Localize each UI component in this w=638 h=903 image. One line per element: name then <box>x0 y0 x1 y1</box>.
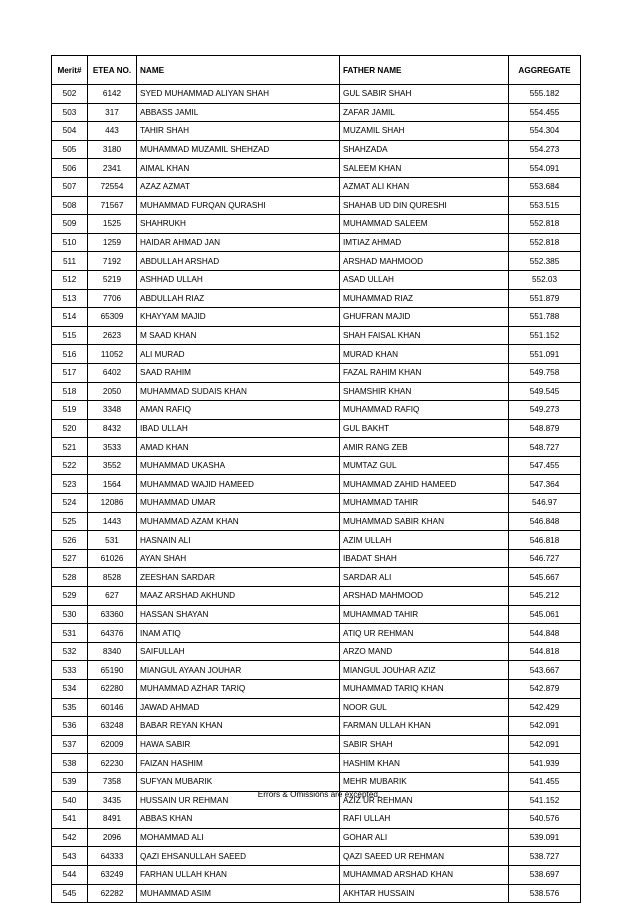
cell-merit: 542 <box>52 828 88 847</box>
cell-etea-no: 8432 <box>88 419 137 438</box>
table-row <box>52 85 581 104</box>
cell-name: SAIFULLAH <box>137 642 340 661</box>
cell-aggregate: 551.091 <box>509 345 581 364</box>
table-row <box>52 438 581 457</box>
cell-etea-no: 3180 <box>88 140 137 159</box>
table-row <box>52 884 581 903</box>
cell-aggregate: 547.364 <box>509 475 581 494</box>
cell-father-name: ARZO MAND <box>340 642 509 661</box>
cell-etea-no: 71567 <box>88 196 137 215</box>
cell-father-name: ASAD ULLAH <box>340 270 509 289</box>
table-row <box>52 661 581 680</box>
table-row <box>52 103 581 122</box>
cell-etea-no: 8528 <box>88 568 137 587</box>
cell-name: SUFYAN MUBARIK <box>137 772 340 791</box>
cell-father-name: IMTIAZ AHMAD <box>340 233 509 252</box>
cell-aggregate: 546.848 <box>509 512 581 531</box>
cell-father-name: MEHR MUBARIK <box>340 772 509 791</box>
cell-merit: 526 <box>52 531 88 550</box>
cell-aggregate: 541.152 <box>509 791 581 810</box>
cell-father-name: HASHIM KHAN <box>340 754 509 773</box>
cell-father-name: ARSHAD MAHMOOD <box>340 252 509 271</box>
cell-etea-no: 1259 <box>88 233 137 252</box>
table-row <box>52 270 581 289</box>
cell-merit: 515 <box>52 326 88 345</box>
cell-etea-no: 6402 <box>88 363 137 382</box>
cell-name: AMAD KHAN <box>137 438 340 457</box>
cell-father-name: RAFI ULLAH <box>340 810 509 829</box>
cell-father-name: MUHAMMAD SALEEM <box>340 215 509 234</box>
table-row <box>52 233 581 252</box>
table-row <box>52 382 581 401</box>
cell-etea-no: 62009 <box>88 735 137 754</box>
cell-merit: 523 <box>52 475 88 494</box>
header-merit: Merit# <box>52 56 88 85</box>
cell-aggregate: 546.97 <box>509 494 581 513</box>
table-row <box>52 475 581 494</box>
cell-name: MUHAMMAD AZHAR TARIQ <box>137 680 340 699</box>
cell-etea-no: 5219 <box>88 270 137 289</box>
cell-father-name: SHAHAB UD DIN QURESHI <box>340 196 509 215</box>
cell-name: MAAZ ARSHAD AKHUND <box>137 587 340 606</box>
cell-name: MUHAMMAD UKASHA <box>137 456 340 475</box>
cell-aggregate: 548.727 <box>509 438 581 457</box>
cell-merit: 511 <box>52 252 88 271</box>
header-aggregate: AGGREGATE <box>509 56 581 85</box>
cell-name: ABBAS KHAN <box>137 810 340 829</box>
cell-etea-no: 65190 <box>88 661 137 680</box>
cell-father-name: MUHAMMAD ARSHAD KHAN <box>340 865 509 884</box>
cell-etea-no: 65309 <box>88 308 137 327</box>
cell-merit: 508 <box>52 196 88 215</box>
cell-etea-no: 72554 <box>88 177 137 196</box>
cell-etea-no: 11052 <box>88 345 137 364</box>
cell-merit: 525 <box>52 512 88 531</box>
cell-aggregate: 554.091 <box>509 159 581 178</box>
cell-aggregate: 545.061 <box>509 605 581 624</box>
cell-merit: 531 <box>52 624 88 643</box>
cell-father-name: FAZAL RAHIM KHAN <box>340 363 509 382</box>
cell-etea-no: 62280 <box>88 680 137 699</box>
cell-merit: 509 <box>52 215 88 234</box>
table-row <box>52 159 581 178</box>
cell-father-name: SHAHZADA <box>340 140 509 159</box>
cell-aggregate: 545.212 <box>509 587 581 606</box>
cell-aggregate: 555.182 <box>509 85 581 104</box>
cell-merit: 544 <box>52 865 88 884</box>
cell-name: MUHAMMAD MUZAMIL SHEHZAD <box>137 140 340 159</box>
table-header-row <box>52 56 581 85</box>
cell-merit: 512 <box>52 270 88 289</box>
cell-aggregate: 544.848 <box>509 624 581 643</box>
cell-aggregate: 552.385 <box>509 252 581 271</box>
cell-merit: 543 <box>52 847 88 866</box>
cell-merit: 538 <box>52 754 88 773</box>
cell-etea-no: 7192 <box>88 252 137 271</box>
cell-etea-no: 64333 <box>88 847 137 866</box>
cell-aggregate: 543.667 <box>509 661 581 680</box>
cell-aggregate: 549.545 <box>509 382 581 401</box>
cell-etea-no: 443 <box>88 122 137 141</box>
cell-merit: 517 <box>52 363 88 382</box>
cell-father-name: MUHAMMAD SABIR KHAN <box>340 512 509 531</box>
cell-name: TAHIR SHAH <box>137 122 340 141</box>
cell-aggregate: 552.818 <box>509 215 581 234</box>
cell-etea-no: 6142 <box>88 85 137 104</box>
cell-aggregate: 551.788 <box>509 308 581 327</box>
cell-father-name: GOHAR ALI <box>340 828 509 847</box>
cell-aggregate: 552.818 <box>509 233 581 252</box>
cell-aggregate: 541.455 <box>509 772 581 791</box>
cell-merit: 502 <box>52 85 88 104</box>
cell-merit: 545 <box>52 884 88 903</box>
cell-merit: 536 <box>52 717 88 736</box>
cell-name: KHAYYAM MAJID <box>137 308 340 327</box>
cell-aggregate: 546.727 <box>509 549 581 568</box>
cell-name: FAIZAN HASHIM <box>137 754 340 773</box>
cell-aggregate: 540.576 <box>509 810 581 829</box>
cell-aggregate: 542.091 <box>509 717 581 736</box>
table-row <box>52 698 581 717</box>
cell-etea-no: 1443 <box>88 512 137 531</box>
cell-name: AMAN RAFIQ <box>137 401 340 420</box>
cell-name: MIANGUL AYAAN JOUHAR <box>137 661 340 680</box>
cell-merit: 505 <box>52 140 88 159</box>
cell-aggregate: 554.273 <box>509 140 581 159</box>
table-row <box>52 419 581 438</box>
cell-merit: 530 <box>52 605 88 624</box>
table-row <box>52 754 581 773</box>
cell-aggregate: 549.273 <box>509 401 581 420</box>
merit-list-table <box>51 55 581 903</box>
cell-name: HUSSAIN UR REHMAN <box>137 791 340 810</box>
cell-etea-no: 62230 <box>88 754 137 773</box>
cell-aggregate: 545.667 <box>509 568 581 587</box>
cell-aggregate: 541.939 <box>509 754 581 773</box>
table-row <box>52 512 581 531</box>
table-row <box>52 865 581 884</box>
cell-name: AZAZ AZMAT <box>137 177 340 196</box>
cell-merit: 516 <box>52 345 88 364</box>
cell-merit: 521 <box>52 438 88 457</box>
cell-etea-no: 7706 <box>88 289 137 308</box>
cell-father-name: FARMAN ULLAH KHAN <box>340 717 509 736</box>
cell-father-name: SALEEM KHAN <box>340 159 509 178</box>
cell-etea-no: 3348 <box>88 401 137 420</box>
cell-etea-no: 63360 <box>88 605 137 624</box>
cell-aggregate: 539.091 <box>509 828 581 847</box>
cell-name: ASHHAD ULLAH <box>137 270 340 289</box>
table-row <box>52 680 581 699</box>
cell-name: MUHAMMAD SUDAIS KHAN <box>137 382 340 401</box>
cell-name: JAWAD AHMAD <box>137 698 340 717</box>
cell-name: HASNAIN ALI <box>137 531 340 550</box>
table-row <box>52 624 581 643</box>
cell-etea-no: 2341 <box>88 159 137 178</box>
cell-father-name: AZIM ULLAH <box>340 531 509 550</box>
cell-name: HASSAN SHAYAN <box>137 605 340 624</box>
cell-father-name: SABIR SHAH <box>340 735 509 754</box>
cell-etea-no: 627 <box>88 587 137 606</box>
table-row <box>52 587 581 606</box>
cell-father-name: ATIQ UR REHMAN <box>340 624 509 643</box>
table-row <box>52 605 581 624</box>
cell-merit: 510 <box>52 233 88 252</box>
table-row <box>52 531 581 550</box>
cell-aggregate: 553.515 <box>509 196 581 215</box>
cell-name: FARHAN ULLAH KHAN <box>137 865 340 884</box>
cell-aggregate: 554.304 <box>509 122 581 141</box>
cell-etea-no: 63249 <box>88 865 137 884</box>
cell-aggregate: 538.576 <box>509 884 581 903</box>
cell-father-name: NOOR GUL <box>340 698 509 717</box>
cell-father-name: MIANGUL JOUHAR AZIZ <box>340 661 509 680</box>
cell-merit: 539 <box>52 772 88 791</box>
header-etea-no: ETEA NO. <box>88 56 137 85</box>
cell-etea-no: 63248 <box>88 717 137 736</box>
cell-name: MUHAMMAD FURQAN QURASHI <box>137 196 340 215</box>
table-body <box>52 85 581 903</box>
cell-father-name: MUZAMIL SHAH <box>340 122 509 141</box>
cell-father-name: AKHTAR HUSSAIN <box>340 884 509 903</box>
cell-merit: 514 <box>52 308 88 327</box>
cell-etea-no: 2623 <box>88 326 137 345</box>
cell-father-name: SARDAR ALI <box>340 568 509 587</box>
cell-father-name: AZIZ UR REHMAN <box>340 791 509 810</box>
cell-merit: 534 <box>52 680 88 699</box>
cell-aggregate: 542.091 <box>509 735 581 754</box>
cell-merit: 519 <box>52 401 88 420</box>
cell-aggregate: 546.818 <box>509 531 581 550</box>
cell-aggregate: 551.879 <box>509 289 581 308</box>
cell-father-name: SHAMSHIR KHAN <box>340 382 509 401</box>
cell-name: ABDULLAH ARSHAD <box>137 252 340 271</box>
cell-name: SAAD RAHIM <box>137 363 340 382</box>
table-row <box>52 196 581 215</box>
table-row <box>52 828 581 847</box>
table-row <box>52 401 581 420</box>
cell-name: MUHAMMAD ASIM <box>137 884 340 903</box>
cell-etea-no: 64376 <box>88 624 137 643</box>
cell-merit: 537 <box>52 735 88 754</box>
cell-father-name: ZAFAR JAMIL <box>340 103 509 122</box>
cell-aggregate: 551.152 <box>509 326 581 345</box>
cell-name: SYED MUHAMMAD ALIYAN SHAH <box>137 85 340 104</box>
table-row <box>52 345 581 364</box>
table-row <box>52 140 581 159</box>
cell-name: HAWA SABIR <box>137 735 340 754</box>
cell-name: MUHAMMAD AZAM KHAN <box>137 512 340 531</box>
cell-father-name: MURAD KHAN <box>340 345 509 364</box>
cell-father-name: AZMAT ALI KHAN <box>340 177 509 196</box>
cell-merit: 528 <box>52 568 88 587</box>
table-row <box>52 549 581 568</box>
cell-merit: 522 <box>52 456 88 475</box>
cell-aggregate: 538.727 <box>509 847 581 866</box>
cell-name: AYAN SHAH <box>137 549 340 568</box>
cell-father-name: SHAH FAISAL KHAN <box>340 326 509 345</box>
cell-etea-no: 8491 <box>88 810 137 829</box>
cell-father-name: IBADAT SHAH <box>340 549 509 568</box>
table-row <box>52 772 581 791</box>
cell-name: ABBASS JAMIL <box>137 103 340 122</box>
cell-father-name: MUMTAZ GUL <box>340 456 509 475</box>
table-row <box>52 494 581 513</box>
footer-note: Errors & Omissions are excepted. <box>257 790 381 799</box>
cell-name: MOHAMMAD ALI <box>137 828 340 847</box>
table-row <box>52 289 581 308</box>
cell-father-name: MUHAMMAD RAFIQ <box>340 401 509 420</box>
cell-name: BABAR REYAN KHAN <box>137 717 340 736</box>
table-row <box>52 177 581 196</box>
table-row <box>52 642 581 661</box>
cell-etea-no: 1564 <box>88 475 137 494</box>
cell-etea-no: 12086 <box>88 494 137 513</box>
header-father-name: FATHER NAME <box>340 56 509 85</box>
cell-father-name: MUHAMMAD TARIQ KHAN <box>340 680 509 699</box>
table-row <box>52 363 581 382</box>
cell-etea-no: 3435 <box>88 791 137 810</box>
cell-merit: 529 <box>52 587 88 606</box>
cell-etea-no: 62282 <box>88 884 137 903</box>
table-row <box>52 810 581 829</box>
cell-merit: 532 <box>52 642 88 661</box>
cell-etea-no: 3552 <box>88 456 137 475</box>
cell-aggregate: 542.429 <box>509 698 581 717</box>
cell-father-name: GHUFRAN MAJID <box>340 308 509 327</box>
cell-name: MUHAMMAD UMAR <box>137 494 340 513</box>
cell-merit: 513 <box>52 289 88 308</box>
cell-etea-no: 1525 <box>88 215 137 234</box>
cell-name: SHAHRUKH <box>137 215 340 234</box>
cell-merit: 518 <box>52 382 88 401</box>
cell-name: MUHAMMAD WAJID HAMEED <box>137 475 340 494</box>
cell-aggregate: 549.758 <box>509 363 581 382</box>
cell-etea-no: 3533 <box>88 438 137 457</box>
cell-father-name: QAZI SAEED UR REHMAN <box>340 847 509 866</box>
cell-aggregate: 554.455 <box>509 103 581 122</box>
table-row <box>52 122 581 141</box>
cell-name: QAZI EHSANULLAH SAEED <box>137 847 340 866</box>
cell-merit: 540 <box>52 791 88 810</box>
cell-father-name: MUHAMMAD TAHIR <box>340 494 509 513</box>
cell-name: HAIDAR AHMAD JAN <box>137 233 340 252</box>
table-row <box>52 252 581 271</box>
table-row <box>52 308 581 327</box>
cell-father-name: ARSHAD MAHMOOD <box>340 587 509 606</box>
cell-etea-no: 2096 <box>88 828 137 847</box>
table-row <box>52 735 581 754</box>
cell-name: ZEESHAN SARDAR <box>137 568 340 587</box>
cell-etea-no: 61026 <box>88 549 137 568</box>
cell-etea-no: 8340 <box>88 642 137 661</box>
cell-name: ALI MURAD <box>137 345 340 364</box>
table-row <box>52 568 581 587</box>
cell-aggregate: 538.697 <box>509 865 581 884</box>
table-row <box>52 326 581 345</box>
table-row <box>52 717 581 736</box>
cell-father-name: MUHAMMAD TAHIR <box>340 605 509 624</box>
table-row <box>52 215 581 234</box>
header-name: NAME <box>137 56 340 85</box>
cell-etea-no: 531 <box>88 531 137 550</box>
cell-etea-no: 7358 <box>88 772 137 791</box>
cell-father-name: AMIR RANG ZEB <box>340 438 509 457</box>
table-row <box>52 456 581 475</box>
cell-merit: 504 <box>52 122 88 141</box>
cell-merit: 533 <box>52 661 88 680</box>
cell-name: IBAD ULLAH <box>137 419 340 438</box>
cell-merit: 506 <box>52 159 88 178</box>
cell-merit: 503 <box>52 103 88 122</box>
cell-father-name: MUHAMMAD RIAZ <box>340 289 509 308</box>
cell-name: M SAAD KHAN <box>137 326 340 345</box>
cell-aggregate: 547.455 <box>509 456 581 475</box>
cell-merit: 527 <box>52 549 88 568</box>
cell-father-name: GUL BAKHT <box>340 419 509 438</box>
cell-merit: 541 <box>52 810 88 829</box>
cell-merit: 524 <box>52 494 88 513</box>
cell-aggregate: 542.879 <box>509 680 581 699</box>
cell-aggregate: 553.684 <box>509 177 581 196</box>
cell-father-name: GUL SABIR SHAH <box>340 85 509 104</box>
cell-merit: 520 <box>52 419 88 438</box>
cell-name: INAM ATIQ <box>137 624 340 643</box>
cell-merit: 535 <box>52 698 88 717</box>
cell-merit: 507 <box>52 177 88 196</box>
table-row <box>52 847 581 866</box>
cell-name: ABDULLAH RIAZ <box>137 289 340 308</box>
cell-etea-no: 317 <box>88 103 137 122</box>
cell-father-name: MUHAMMAD ZAHID HAMEED <box>340 475 509 494</box>
cell-etea-no: 2050 <box>88 382 137 401</box>
cell-aggregate: 548.879 <box>509 419 581 438</box>
cell-etea-no: 60146 <box>88 698 137 717</box>
cell-aggregate: 544.818 <box>509 642 581 661</box>
cell-name: AIMAL KHAN <box>137 159 340 178</box>
cell-aggregate: 552.03 <box>509 270 581 289</box>
